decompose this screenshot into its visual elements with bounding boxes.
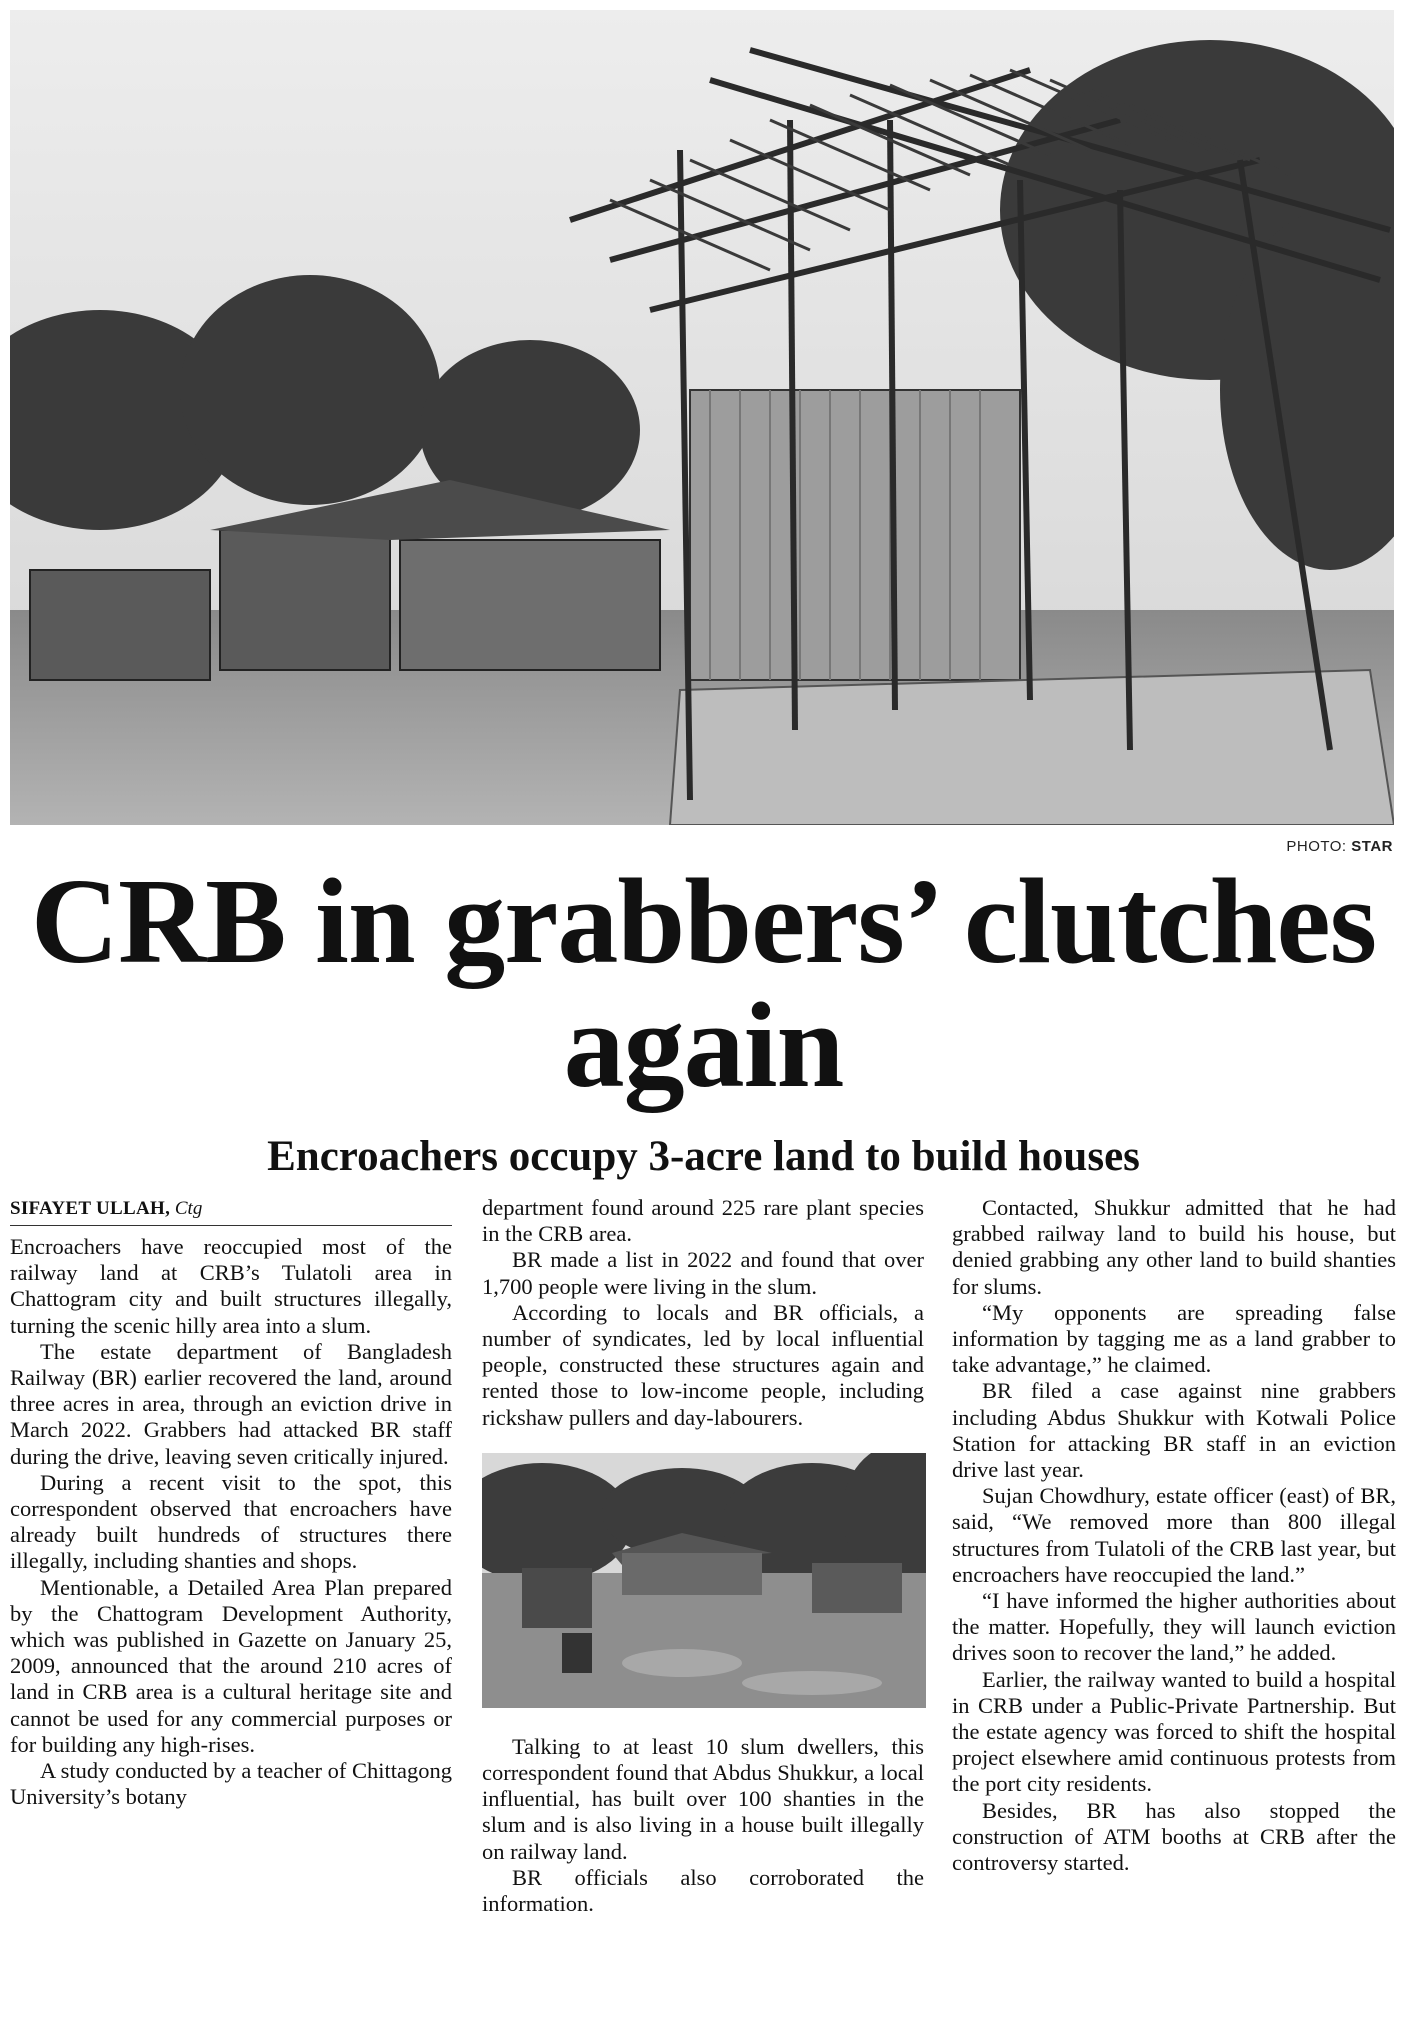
paragraph: BR filed a case against nine grabbers including Abdus Shukkur with Kotwali Police Station for attacking BR staff in an eviction drive last year. (952, 1378, 1396, 1483)
lead-photo (10, 10, 1394, 825)
paragraph: department found around 225 rare plant species in the CRB area. (482, 1195, 924, 1247)
paragraph: BR made a list in 2022 and found that over 1,700 people were living in the slum. (482, 1247, 924, 1299)
paragraph: A study conducted by a teacher of Chittagong University’s botany (10, 1758, 452, 1810)
paragraph: According to locals and BR officials, a number of syndicates, led by local influential people, constructed these structures again and rented those to low-income people, including rickshaw pullers and day-labourers. (482, 1299, 924, 1430)
byline-location: Ctg (174, 1198, 203, 1219)
paragraph: Mentionable, a Detailed Area Plan prepared by the Chattogram Development Authority, which was published in Gazette on January 25, 2009, announced that the around 210 acres of land in CRB area is a cultural heritage site and cannot be used for any commercial purposes or for building any high-rises. (10, 1574, 452, 1757)
paragraph: Besides, BR has also stopped the construction of ATM booths at CRB after the controversy started. (952, 1797, 1396, 1876)
paragraph: Earlier, the railway wanted to build a hospital in CRB under a Public-Private Partnership. But the estate agency was forced to shift the hospital project elsewhere amid continuous protests from the port city residents. (952, 1666, 1396, 1797)
paragraph: During a recent visit to the spot, this correspondent observed that encroachers have already built hundreds of structures there illegally, including shanties and shops. (10, 1469, 452, 1574)
article-column-1 (10, 1195, 452, 1810)
photo-credit-label: PHOTO: (1286, 838, 1347, 855)
photo-credit (1286, 838, 1393, 855)
headline: CRB in grabbers’ clutches again (30, 854, 1377, 1113)
article-column-3 (952, 1195, 1396, 1876)
article-column-2 (482, 1195, 924, 1917)
inline-photo (482, 1453, 926, 1708)
subheadline: Encroachers occupy 3-acre land to build houses (267, 1133, 1140, 1180)
paragraph: Talking to at least 10 slum dwellers, this correspondent found that Abdus Shukkur, a local influential, has built over 100 shanties in the slum and is also living in a house built illegally on railway land. (482, 1733, 924, 1864)
paragraph: “My opponents are spreading false information by tagging me as a land grabber to take advantage,” he claimed. (952, 1299, 1396, 1378)
paragraph: “I have informed the higher authorities about the matter. Hopefully, they will launch eviction drives soon to recover the land,” he added. (952, 1588, 1396, 1666)
paragraph: Encroachers have reoccupied most of the railway land at CRB’s Tulatoli area in Chattogram city and built structures illegally, turning the scenic hilly area into a slum. (10, 1234, 452, 1338)
paragraph: BR officials also corroborated the information. (482, 1864, 924, 1917)
paragraph: Sujan Chowdhury, estate officer (east) of BR, said, “We removed more than 800 illegal structures from Tulatoli of the CRB last year, but encroachers have reoccupied the land.” (952, 1483, 1396, 1587)
photo-credit-source: STAR (1351, 838, 1393, 855)
byline-name: SIFAYET ULLAH, (10, 1198, 171, 1219)
byline (10, 1195, 452, 1226)
paragraph: Contacted, Shukkur admitted that he had grabbed railway land to build his house, but denied grabbing any other land to build shanties for slums. (952, 1195, 1396, 1299)
paragraph: The estate department of Bangladesh Railway (BR) earlier recovered the land, around three acres in area, through an eviction drive in March 2022. Grabbers had attacked BR staff during the drive, leaving seven critically injured. (10, 1338, 452, 1469)
